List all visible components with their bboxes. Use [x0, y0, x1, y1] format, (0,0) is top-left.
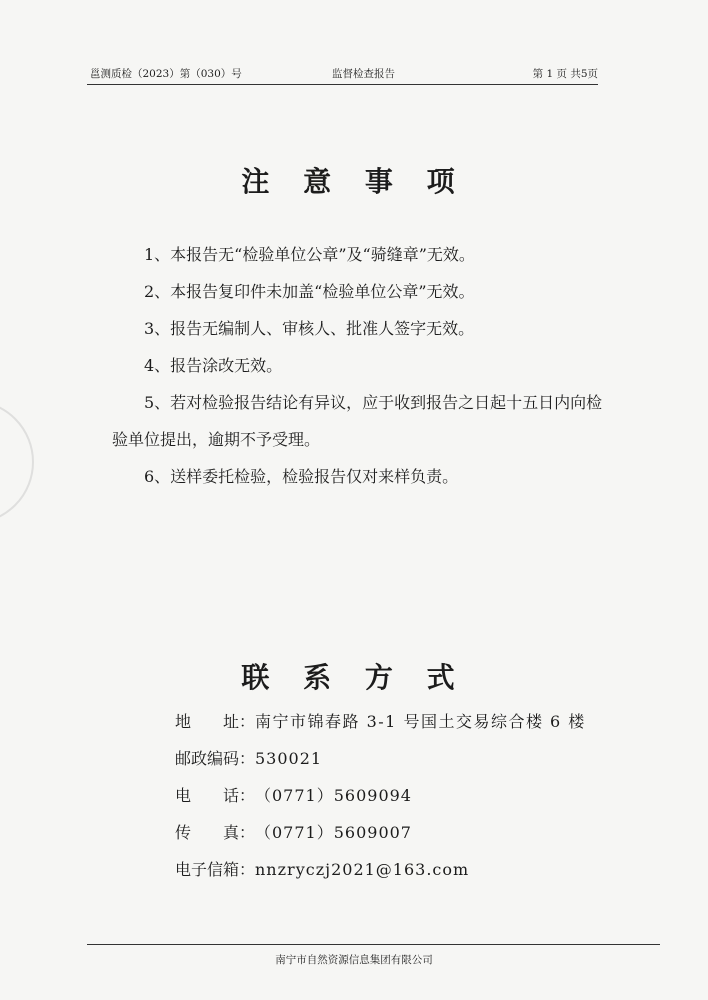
document-number: 邕测质检（2023）第（030）号 — [90, 68, 242, 80]
notice-title: 注 意 事 项 — [241, 165, 467, 198]
address-value: 南宁市锦春路 3-1 号国土交易综合楼 6 楼 — [255, 712, 586, 731]
contact-row-email — [175, 851, 586, 888]
notice-item-text: 5、若对检验报告结论有异议，应于收到报告之日起十五日内向检 — [144, 393, 603, 412]
notice-item-continuation: 验单位提出，逾期不予受理。 — [112, 430, 321, 449]
header-divider — [87, 84, 598, 85]
footer-organization: 南宁市自然资源信息集团有限公司 — [275, 954, 433, 966]
notice-item — [112, 236, 642, 273]
page-info: 第 1 页 共5页 — [532, 68, 598, 80]
notice-item-text: 2、本报告复印件未加盖“检验单位公章”无效。 — [144, 282, 475, 301]
contact-row-fax — [175, 814, 586, 851]
postcode-label: 邮政编码： — [175, 749, 256, 768]
notice-list — [112, 236, 642, 495]
notice-item — [112, 310, 642, 347]
email-value: nnzryczj2021@163.com — [255, 860, 470, 879]
contact-title: 联 系 方 式 — [241, 661, 467, 694]
notice-item — [112, 458, 642, 495]
seal-stamp-trace — [0, 400, 34, 524]
contact-row-postcode — [175, 740, 586, 777]
postcode-value: 530021 — [255, 749, 323, 768]
contact-row-phone — [175, 777, 586, 814]
address-label: 地 址： — [175, 712, 256, 731]
notice-item — [112, 384, 642, 458]
notice-item — [112, 347, 642, 384]
contact-row-address — [175, 703, 586, 740]
report-type: 监督检查报告 — [332, 68, 395, 80]
notice-item-text: 1、本报告无“检验单位公章”及“骑缝章”无效。 — [144, 245, 475, 264]
fax-label: 传 真： — [175, 823, 256, 842]
notice-item — [112, 273, 642, 310]
notice-item-text: 3、报告无编制人、审核人、批准人签字无效。 — [144, 319, 475, 338]
email-label: 电子信箱： — [175, 860, 256, 879]
footer-divider — [87, 944, 660, 945]
notice-item-text: 6、送样委托检验，检验报告仅对来样负责。 — [144, 467, 459, 486]
fax-value: （0771）5609007 — [255, 823, 412, 842]
notice-item-text: 4、报告涂改无效。 — [144, 356, 283, 375]
phone-label: 电 话： — [175, 786, 256, 805]
contact-info — [175, 703, 586, 888]
phone-value: （0771）5609094 — [255, 786, 412, 805]
